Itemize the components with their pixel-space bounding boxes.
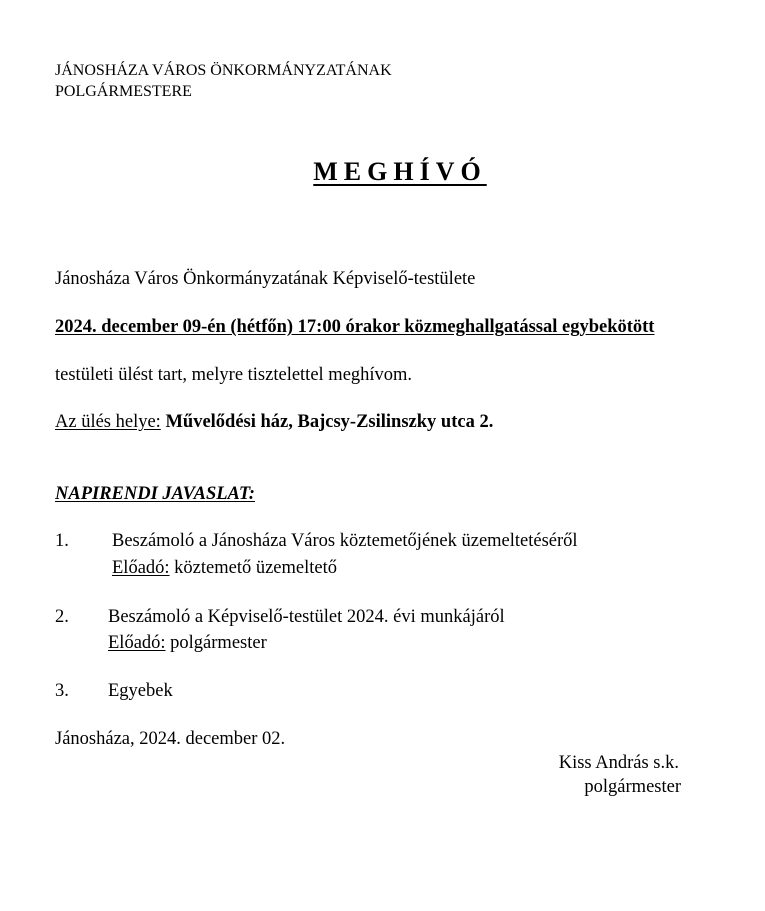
- signer-name: Kiss András s.k.: [558, 753, 679, 773]
- issuer-line-2: POLGÁRMESTERE: [55, 83, 192, 100]
- meeting-date-line: 2024. december 09-én (hétfőn) 17:00 órakor közmeghallgatással egybekötött: [55, 317, 655, 337]
- agenda-heading: NAPIRENDI JAVASLAT:: [55, 484, 255, 504]
- presenter-value: köztemető üzemeltető: [174, 558, 338, 578]
- presenter-value: polgármester: [170, 633, 267, 653]
- agenda-item-presenter: [112, 557, 337, 579]
- presenter-label: Előadó:: [108, 633, 166, 653]
- invitation-text: testületi ülést tart, melyre tisztelettel meghívom.: [55, 365, 413, 385]
- agenda-item-number: 3.: [55, 681, 69, 701]
- agenda-item-title: Beszámoló a Képviselő-testület 2024. évi munkájáról: [108, 607, 505, 627]
- intro-text: Jánosháza Város Önkormányzatának Képviselő-testülete: [55, 269, 476, 289]
- signer-role: polgármester: [584, 777, 681, 797]
- agenda-item-title: Beszámoló a Jánosháza Város köztemetőjének üzemeltetéséről: [112, 531, 578, 551]
- document-title: MEGHÍVÓ: [313, 157, 487, 186]
- venue-line: [55, 411, 493, 433]
- place-and-date: Jánosháza, 2024. december 02.: [55, 729, 286, 749]
- issuer-line-1: JÁNOSHÁZA VÁROS ÖNKORMÁNYZATÁNAK: [55, 62, 392, 79]
- venue-value: Művelődési ház, Bajcsy-Zsilinszky utca 2.: [165, 412, 494, 432]
- venue-label: Az ülés helye:: [55, 412, 161, 432]
- presenter-label: Előadó:: [112, 558, 170, 578]
- agenda-item-number: 1.: [55, 531, 69, 551]
- agenda-item-presenter: [108, 632, 267, 654]
- agenda-item-title: Egyebek: [108, 681, 173, 701]
- agenda-item-number: 2.: [55, 607, 69, 627]
